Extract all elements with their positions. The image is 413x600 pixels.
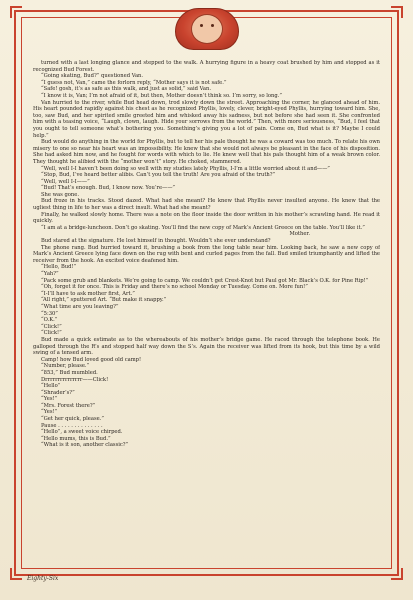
- paragraph: “Yes!”: [41, 396, 58, 403]
- paragraph: “Going skating, Bud?” questioned Van.: [41, 73, 144, 80]
- border-corner-ornament: [10, 568, 22, 580]
- paragraph: “Hello”: [41, 383, 61, 390]
- paragraph: “Bud! That’s enough. Bud, I know now. You’re——”: [41, 185, 176, 192]
- paragraph: turned with a last longing glance and stepped to the walk. A hurrying figure in a heavy coat brushed by him and stopped as it recognized Bud Forest.: [33, 60, 380, 73]
- paragraph: “Click!”: [41, 330, 62, 337]
- paragraph: “Hello”, a sweet voice chirped.: [41, 429, 123, 436]
- paragraph: “Safe! gosh, it’s as safe as this walk, and just as solid,” said Van.: [41, 86, 211, 93]
- paragraph: Camp! how Bud loved good old camp!: [41, 356, 142, 363]
- paragraph: Van hurried to the river, while Bud head down, trod slowly down the street. Approaching the corner, he glanced ahead of him. His heart pounded rapidly against his chest as he recognized Phyllis, lovely, clever, bright-eyed Phyllis, hurrying toward him. She, too, saw Bud, and her spirited smile greeted him and whisked away his sadness, but not before she had seen it. She confronted him with a teasing voice, “Laugh, clown, laugh. Hide your sorrows from the world.” Then, with more seriousness, “Bud, I feel that you ought to tell someone what’s bothering you. Something’s giving you a lot of pain. Come on, Bud what is it? Maybe I could help.”: [33, 99, 380, 139]
- paragraph: “Yah?”: [41, 271, 59, 277]
- paragraph: “Yes!”: [41, 409, 58, 416]
- paragraph: Pause . . . . . . . . . . . . . .: [41, 422, 103, 429]
- paragraph: “Mrs. Forest there?”: [41, 402, 96, 409]
- paragraph: “I know it is, Van; I’m not afraid of it, but then, Mother doesn’t think so. I’m sorry, so long.”: [41, 92, 282, 99]
- border-corner-ornament: [10, 6, 22, 18]
- paragraph: “Number, please.”: [41, 363, 90, 370]
- story-text: [33, 60, 380, 550]
- paragraph: “Shrader’s?”: [41, 389, 75, 396]
- paragraph: “5:30”: [41, 310, 58, 317]
- paragraph: “What time are you leaving?”: [41, 303, 119, 310]
- paragraph: “Hello, Bud!”: [41, 264, 77, 271]
- paragraph: “Click!”: [41, 323, 62, 330]
- paragraph: “Well, well I-I——”: [41, 178, 90, 185]
- paragraph: “Pack some grub and blankets. We’re going to camp. We couldn’t get Crest-Knot but Paul got Mr. Black’s O.K. for Pine Rip!”: [41, 277, 369, 284]
- paragraph: Mother.: [289, 231, 310, 238]
- paragraph: The phone rang. Bud hurried toward it, brushing a book from the long table near him. Looking back, he saw a new copy of Mark’s Ancient Greece lying face down on the rug with bent and curled pages from the fall. Bud smiled triumphantly and lifted the receiver from the hook. An excited voice deafened him.: [33, 244, 380, 264]
- paragraph: “Hello mums, this is Bud.”: [41, 435, 111, 442]
- paragraph: “Well, well I-I haven’t been doing so well with my studies lately Phyllis, I-I’m a little worried about it and——”: [41, 165, 330, 172]
- paragraph: Bud stared at the signature. He lost himself in thought. Wouldn’t she ever understand?: [41, 238, 271, 245]
- paragraph: “O.K.”: [41, 317, 58, 324]
- paragraph: “I-I’ll have to ask mother first, Art.”: [41, 290, 135, 297]
- paragraph: “What is it son, another classic?”: [41, 442, 129, 449]
- face-ornament-icon: [191, 14, 223, 44]
- paragraph: Bud made a quick estimate as to the whereabouts of his mother’s bridge game. He raced through the telephone book. He galloped through the R’s and stopped half way down the S’s. Again the receiver was lifted from its hook, but this time by a wild swing of a tensed arm.: [33, 336, 380, 357]
- paragraph: She was gone.: [41, 191, 79, 198]
- paragraph: Finally, he walked slowly home. There was a note on the floor inside the door written in his mother’s scrawling hand. He read it quickly.: [33, 211, 380, 225]
- paragraph: “I guess not, Van,” came the forlorn reply, “Mother says it is not safe.”: [41, 79, 227, 86]
- border-corner-ornament: [391, 6, 403, 18]
- paragraph: Drrrrrrrrrrrrrrr——Click!: [41, 376, 109, 383]
- paragraph: “Get her quick, please.”: [41, 416, 104, 423]
- paragraph: Bud would do anything in the world for Phyllis, but to tell her his pale thought he was a coward was too much. To relate his own misery to one so near his heart was an impossibility. He knew that she would not always be pleasant in the face of his disposition. She had asked him now, and he fought for words with which to lie. He knew well that his pals thought him of a weak brown color. They thought he alibied with the “mother won’t” story. He choked, stammered.: [33, 139, 380, 165]
- page-number: Eighty-Six: [27, 575, 59, 582]
- paragraph: “All right,” sputtered Art. “But make it snappy.”: [41, 297, 167, 304]
- paragraph: “I am at a bridge-luncheon. Don’t go skating. You’ll find the new copy of Mark’s Ancient Greece on the table. You’ll like it.”: [41, 224, 365, 231]
- paragraph: “853,” Bud mumbled.: [41, 369, 98, 376]
- paragraph: Bud froze in his tracks. Stood dazed. What had she meant? He knew that Phyllis never insulted anyone. He knew that the ugliest thing in life to her was a direct insult. What had she meant?: [33, 198, 380, 212]
- paragraph: “Stop, Bud, I’ve heard better alibis. Can’t you tell the truth! Are you afraid of the truth?”: [41, 172, 276, 179]
- border-corner-ornament: [391, 568, 403, 580]
- paragraph: “Oh, forget it for once. This is Friday and there’s no school Monday or Tuesday. Come on. More fun!”: [41, 284, 308, 291]
